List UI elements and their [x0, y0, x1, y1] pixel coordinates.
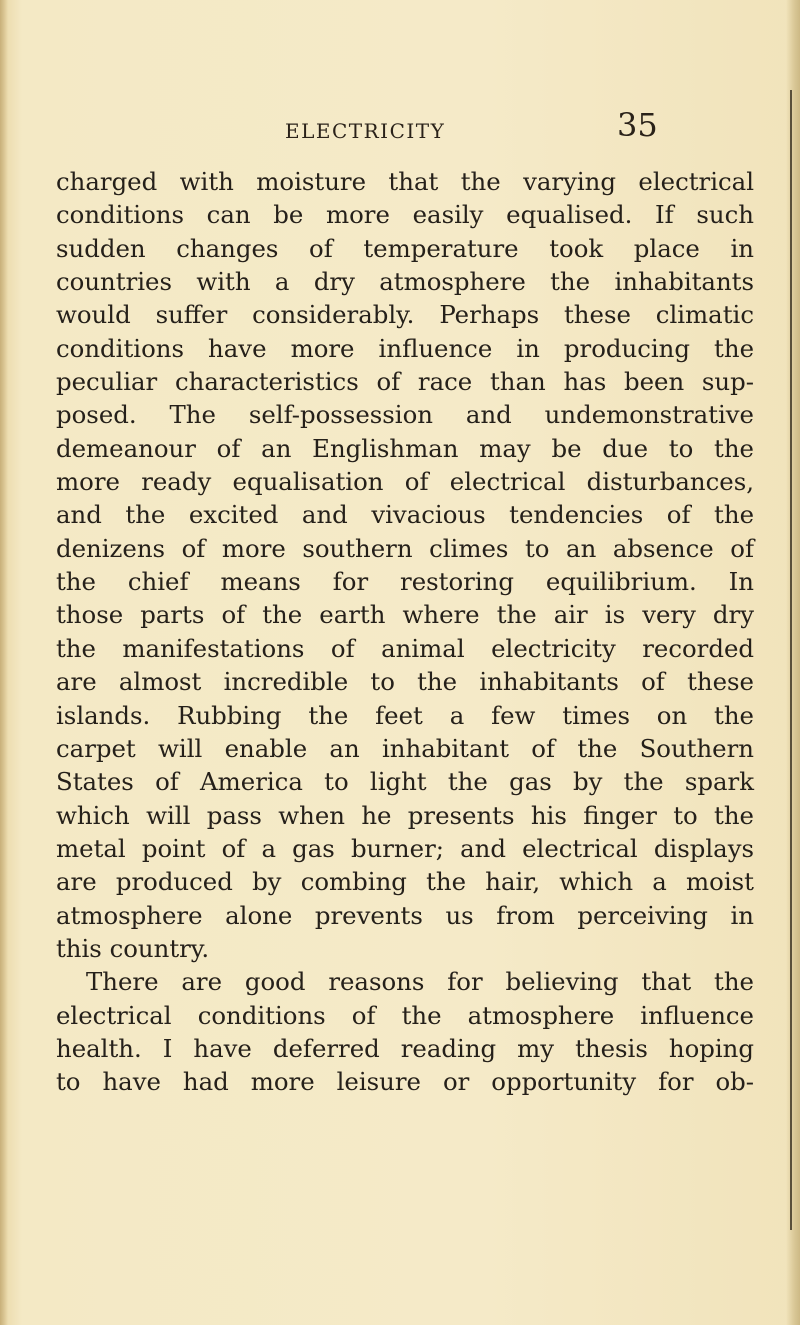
text-line: sudden changes of temperature took place in [56, 233, 754, 263]
text-line: are almost incredible to the inhabitants of these [56, 667, 754, 697]
running-head: ELECTRICITY [285, 119, 446, 143]
text-line: would suffer considerably. Perhaps these climatic [56, 300, 754, 330]
text-line: are produced by combing the hair, which a moist [56, 867, 754, 897]
text-line: denizens of more southern climes to an absence of [56, 533, 754, 563]
text-line: posed. The self-possession and undemonstrative [56, 400, 754, 430]
text-line: the manifestations of animal electricity recorded [56, 633, 754, 663]
body-text [56, 165, 754, 1099]
text-line: electrical conditions of the atmosphere influence [56, 1000, 754, 1030]
text-line: the chief means for restoring equilibrium. In [56, 567, 754, 597]
text-line: conditions have more influence in producing the [56, 333, 754, 363]
text-line: States of America to light the gas by the spark [56, 767, 754, 797]
text-line: and the excited and vivacious tendencies of the [56, 500, 754, 530]
page-edge-rule [790, 90, 792, 1230]
page-edge [786, 0, 800, 1325]
text-line: this country. [56, 933, 210, 963]
binding-shadow [0, 0, 8, 1325]
text-line: health. I have deferred reading my thesis hoping [56, 1033, 754, 1063]
text-line: carpet will enable an inhabitant of the Southern [56, 733, 754, 763]
page-number: 35 [617, 106, 658, 144]
text-line: conditions can be more easily equalised. If such [56, 200, 754, 230]
text-line: islands. Rubbing the feet a few times on the [56, 700, 754, 730]
text-line: to have had more leisure or opportunity for ob- [56, 1067, 754, 1097]
text-line: peculiar characteristics of race than has been sup- [56, 367, 754, 397]
text-line: atmosphere alone prevents us from perceiving in [56, 900, 754, 930]
text-line: more ready equalisation of electrical disturbances, [56, 467, 754, 497]
text-line: which will pass when he presents his finger to the [56, 800, 754, 830]
paragraph [56, 165, 754, 965]
text-line: There are good reasons for believing that the [86, 967, 754, 997]
text-line: charged with moisture that the varying electrical [56, 167, 754, 196]
text-line: demeanour of an Englishman may be due to the [56, 433, 754, 463]
text-line: countries with a dry atmosphere the inhabitants [56, 267, 754, 297]
paragraph [56, 965, 754, 1098]
text-line: metal point of a gas burner; and electrical displays [56, 833, 754, 863]
text-line: those parts of the earth where the air is very dry [56, 600, 754, 630]
